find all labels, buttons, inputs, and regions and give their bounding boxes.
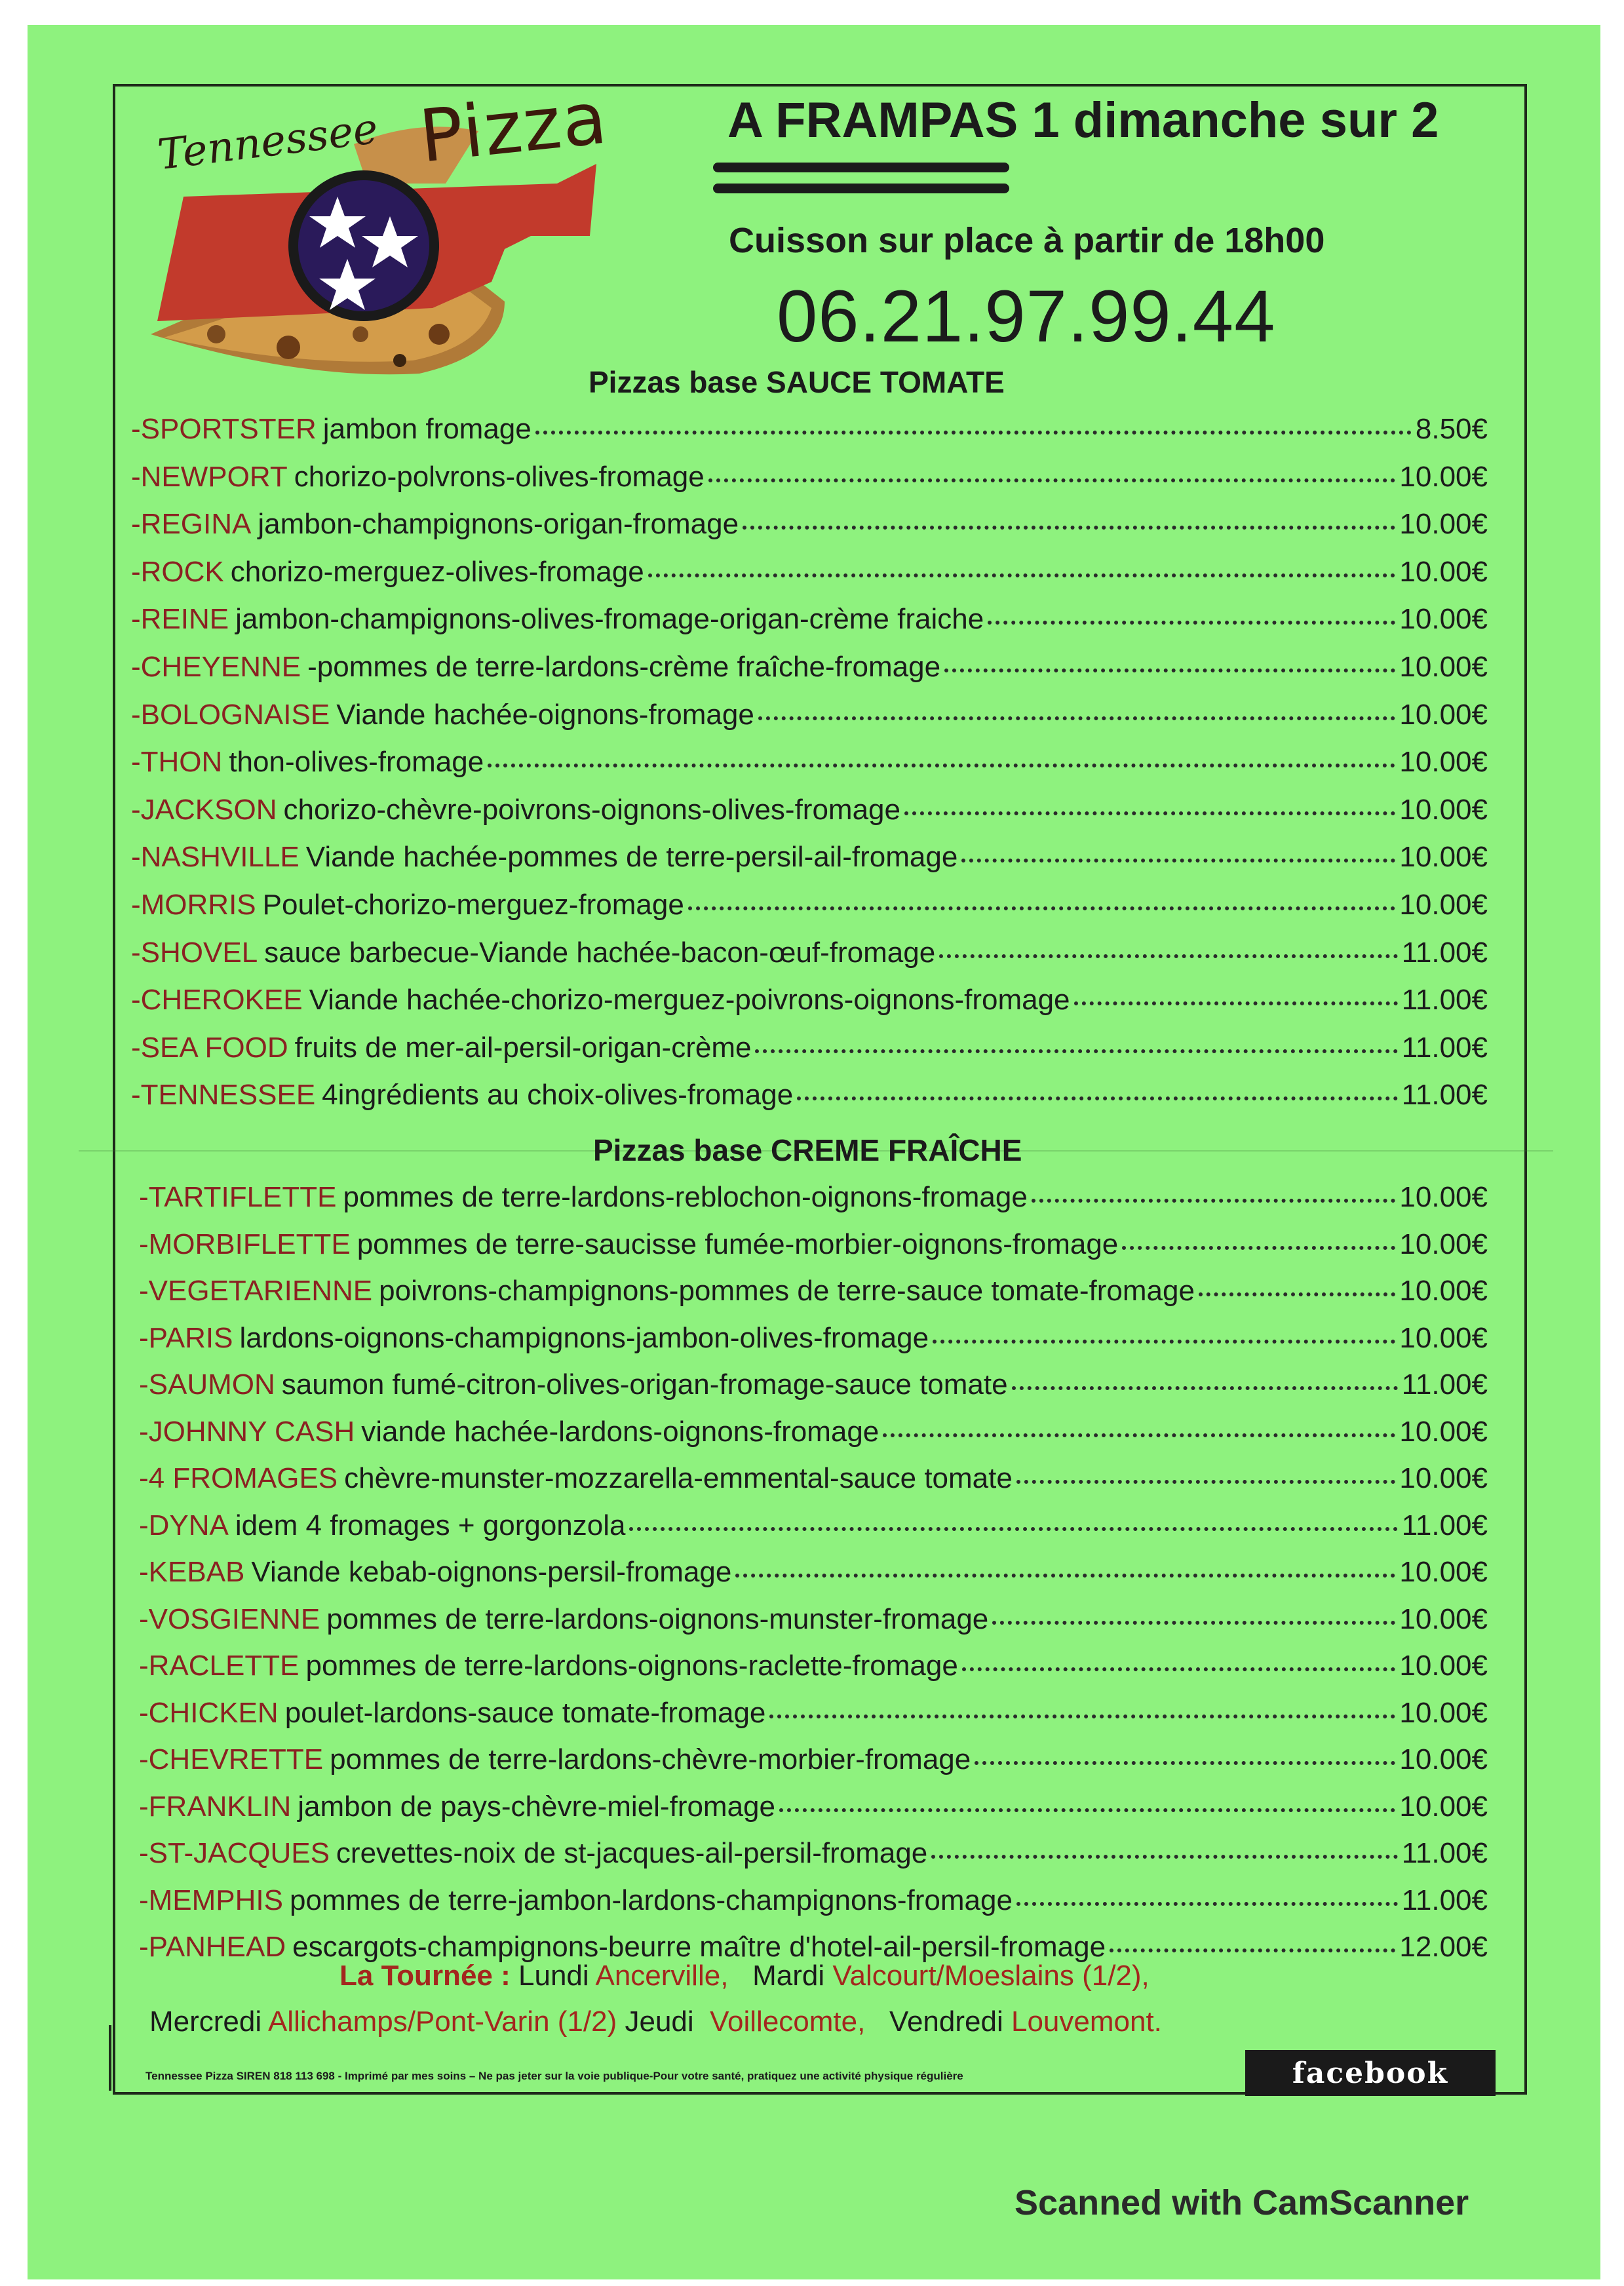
menu-item-price: 11.00€ xyxy=(1401,1884,1488,1916)
menu-item-description: thon-olives-fromage xyxy=(229,746,484,779)
section-title: Pizzas base SAUCE TOMATE xyxy=(589,365,1005,399)
menu-item-description: viande hachée-lardons-oignons-fromage xyxy=(361,1415,880,1448)
menu-item-name: -CHICKEN xyxy=(139,1696,279,1729)
menu-item xyxy=(131,1032,1488,1064)
dot-leader xyxy=(797,1096,1397,1100)
page-title: A FRAMPAS 1 dimanche sur 2 xyxy=(727,92,1439,148)
camscanner-watermark: Scanned with CamScanner xyxy=(1015,2183,1469,2222)
dot-leader xyxy=(688,906,1396,910)
menu-item-name: -CHEYENNE xyxy=(131,651,301,683)
menu-item-price: 10.00€ xyxy=(1399,1743,1488,1775)
dot-leader xyxy=(779,1808,1395,1812)
menu-item-description: chèvre-munster-mozzarella-emmental-sauce tomate xyxy=(344,1462,1013,1494)
dot-leader xyxy=(755,1049,1397,1053)
menu-item xyxy=(131,889,1488,921)
menu-item-name: -CHEROKEE xyxy=(131,984,303,1017)
tour-lundi-place: Ancerville, xyxy=(595,1960,729,1992)
dot-leader xyxy=(1199,1292,1396,1296)
menu-item-description: pommes de terre-jambon-lardons-champignons-fromage xyxy=(290,1884,1013,1916)
menu-item-name: -MORRIS xyxy=(131,889,256,921)
menu-item-name: -TARTIFLETTE xyxy=(139,1181,337,1213)
cooking-info: Cuisson sur place à partir de 18h00 xyxy=(729,221,1325,260)
menu-item-price: 12.00€ xyxy=(1399,1931,1488,1963)
menu-item xyxy=(139,1837,1488,1870)
menu-item xyxy=(139,1368,1488,1401)
menu-item xyxy=(139,1416,1488,1448)
menu-item-name: -4 FROMAGES xyxy=(139,1462,338,1494)
tour-line-1 xyxy=(339,1960,1150,1992)
menu-item-price: 10.00€ xyxy=(1399,841,1488,874)
legal-notice: Tennessee Pizza SIREN 818 113 698 - Imprimé par mes soins – Ne pas jeter sur la voie publique-Pour votre santé, pratiquez une activité physique régulière xyxy=(145,2070,963,2082)
menu-item xyxy=(139,1509,1488,1542)
menu-item-name: -SPORTSTER xyxy=(131,413,317,445)
menu-item-price: 10.00€ xyxy=(1399,1321,1488,1354)
menu-item-price: 10.00€ xyxy=(1399,603,1488,636)
dot-leader xyxy=(1016,1902,1398,1906)
dot-leader xyxy=(488,764,1395,767)
menu-item-name: -SHOVEL xyxy=(131,936,258,969)
menu-item-price: 10.00€ xyxy=(1399,1275,1488,1307)
phone-number: 06.21.97.99.44 xyxy=(777,275,1276,357)
tour-line-2 xyxy=(149,2005,1162,2038)
dot-leader xyxy=(961,859,1395,862)
tour-mardi-place: Valcourt/Moeslains (1/2), xyxy=(832,1960,1150,1992)
menu-item-price: 10.00€ xyxy=(1399,1696,1488,1729)
menu-item xyxy=(139,1697,1488,1730)
menu-item-description: pommes de terre-lardons-reblochon-oignons-fromage xyxy=(343,1181,1028,1213)
menu-item xyxy=(131,461,1488,494)
tour-mercredi: Mercredi xyxy=(149,2005,262,2038)
section-title: Pizzas base CREME FRAÎCHE xyxy=(593,1133,1022,1167)
menu-item-name: -SEA FOOD xyxy=(131,1031,288,1064)
menu-item-description: Poulet-chorizo-merguez-fromage xyxy=(262,889,684,921)
menu-item-name: -FRANKLIN xyxy=(139,1790,292,1823)
dot-leader xyxy=(883,1433,1395,1437)
menu-item-price: 10.00€ xyxy=(1399,793,1488,826)
menu-item-description: jambon fromage xyxy=(322,413,532,445)
menu-item-price: 10.00€ xyxy=(1399,1462,1488,1494)
menu-item xyxy=(139,1931,1488,1964)
menu-item xyxy=(131,699,1488,731)
menu-item-price: 10.00€ xyxy=(1399,651,1488,683)
menu-item-description: sauce barbecue-Viande hachée-bacon-œuf-fromage xyxy=(264,936,936,969)
menu-item xyxy=(131,937,1488,969)
menu-item-price: 11.00€ xyxy=(1401,1368,1488,1401)
menu-item-name: -THON xyxy=(131,746,223,779)
menu-item-description: saumon fumé-citron-olives-origan-fromage-sauce tomate xyxy=(281,1368,1008,1401)
tour-jeudi: Jeudi xyxy=(625,2005,694,2038)
dot-leader xyxy=(1032,1199,1396,1203)
menu-item-price: 10.00€ xyxy=(1399,1556,1488,1588)
dot-leader xyxy=(1122,1246,1395,1250)
dot-leader xyxy=(735,1574,1395,1578)
menu-item-price: 11.00€ xyxy=(1401,936,1488,969)
dot-leader xyxy=(648,573,1396,577)
title-underline-2 xyxy=(713,184,1009,193)
menu-item xyxy=(139,1556,1488,1589)
dot-leader xyxy=(931,1855,1397,1859)
menu-item xyxy=(131,746,1488,779)
dot-leader xyxy=(1110,1948,1395,1952)
menu-item xyxy=(131,603,1488,636)
menu-item-description: pommes de terre-lardons-oignons-munster-fromage xyxy=(326,1602,989,1635)
menu-item-name: -JACKSON xyxy=(131,793,277,826)
menu-item-name: -PARIS xyxy=(139,1321,233,1354)
menu-item xyxy=(131,1079,1488,1112)
menu-item-price: 10.00€ xyxy=(1399,508,1488,541)
menu-item xyxy=(131,508,1488,541)
menu-item-name: -JOHNNY CASH xyxy=(139,1415,355,1448)
menu-item-description: poivrons-champignons-pommes de terre-sauce tomate-fromage xyxy=(379,1275,1195,1307)
menu-item-name: -VEGETARIENNE xyxy=(139,1275,373,1307)
menu-item xyxy=(139,1275,1488,1308)
logo-text-pizza: Pizza xyxy=(416,75,612,179)
menu-item-name: -TENNESSEE xyxy=(131,1079,316,1112)
menu-item-name: -SAUMON xyxy=(139,1368,275,1401)
menu-item-name: -NASHVILLE xyxy=(131,841,300,874)
menu-item-price: 11.00€ xyxy=(1401,1837,1488,1869)
menu-item-description: poulet-lardons-sauce tomate-fromage xyxy=(284,1696,766,1729)
dot-leader xyxy=(975,1761,1395,1765)
logo-text-tennessee: Tennessee xyxy=(155,104,381,180)
menu-item-description: jambon-champignons-origan-fromage xyxy=(258,508,739,541)
tour-vendredi: Vendredi xyxy=(889,2005,1003,2038)
menu-item-description: pommes de terre-lardons-chèvre-morbier-fromage xyxy=(330,1743,971,1775)
menu-item xyxy=(131,413,1488,446)
tennessee-pizza-logo xyxy=(138,75,636,393)
menu-item-description: crevettes-noix de st-jacques-ail-persil-fromage xyxy=(336,1837,928,1869)
menu-item-price: 10.00€ xyxy=(1399,1415,1488,1448)
menu-item-price: 10.00€ xyxy=(1399,1790,1488,1823)
menu-item-description: fruits de mer-ail-persil-origan-crème xyxy=(294,1031,752,1064)
menu-item-name: -PANHEAD xyxy=(139,1931,286,1963)
menu-item xyxy=(131,556,1488,589)
menu-item xyxy=(139,1650,1488,1682)
menu-item-name: -BOLOGNAISE xyxy=(131,698,330,731)
menu-item-description: escargots-champignons-beurre maître d'hotel-ail-persil-fromage xyxy=(292,1931,1106,1963)
menu-item-name: -MEMPHIS xyxy=(139,1884,283,1916)
menu-item xyxy=(139,1791,1488,1823)
dot-leader xyxy=(769,1714,1395,1718)
menu-item-price: 10.00€ xyxy=(1399,555,1488,588)
menu-item xyxy=(139,1181,1488,1214)
menu-item-price: 10.00€ xyxy=(1399,1228,1488,1260)
menu-item xyxy=(131,794,1488,826)
dot-leader xyxy=(535,431,1412,435)
menu-item-description: chorizo-chèvre-poivrons-oignons-olives-fromage xyxy=(283,793,900,826)
menu-item-price: 10.00€ xyxy=(1399,746,1488,779)
menu-item xyxy=(139,1603,1488,1636)
menu-item xyxy=(139,1884,1488,1917)
menu-item-price: 11.00€ xyxy=(1401,1031,1488,1064)
menu-item-price: 10.00€ xyxy=(1399,1181,1488,1213)
menu-item-description: Viande hachée-chorizo-merguez-poivrons-oignons-fromage xyxy=(309,984,1070,1017)
menu-item-description: jambon de pays-chèvre-miel-fromage xyxy=(298,1790,775,1823)
menu-item-description: jambon-champignons-olives-fromage-origan-crème fraiche xyxy=(235,603,984,636)
menu-item-price: 10.00€ xyxy=(1399,698,1488,731)
menu-item xyxy=(139,1322,1488,1355)
title-underline-1 xyxy=(713,163,1009,172)
menu-item-description: pommes de terre-lardons-oignons-raclette-fromage xyxy=(305,1650,958,1682)
dot-leader xyxy=(629,1527,1397,1531)
menu-item-name: -REINE xyxy=(131,603,229,636)
menu-item-name: -MORBIFLETTE xyxy=(139,1228,351,1260)
dot-leader xyxy=(758,716,1396,720)
menu-item-description: pommes de terre-saucisse fumée-morbier-oignons-fromage xyxy=(357,1228,1119,1260)
menu-item-description: Viande kebab-oignons-persil-fromage xyxy=(251,1556,732,1588)
menu-item-name: -NEWPORT xyxy=(131,460,288,493)
menu-item-price: 11.00€ xyxy=(1401,984,1488,1017)
menu-item-name: -VOSGIENNE xyxy=(139,1602,320,1635)
menu-item xyxy=(131,651,1488,684)
menu-item-description: -pommes de terre-lardons-crème fraîche-fromage xyxy=(307,651,941,683)
menu-item-name: -ROCK xyxy=(131,555,224,588)
menu-item-description: Viande hachée-pommes de terre-persil-ail-fromage xyxy=(305,841,958,874)
facebook-badge[interactable]: facebook xyxy=(1245,2050,1496,2096)
menu-item-name: -REGINA xyxy=(131,508,252,541)
dot-leader xyxy=(904,811,1395,815)
dot-leader xyxy=(1074,1001,1398,1005)
menu-item-description: chorizo-polvrons-olives-fromage xyxy=(294,460,705,493)
dot-leader xyxy=(944,668,1395,672)
menu-item xyxy=(139,1743,1488,1776)
menu-item-name: -KEBAB xyxy=(139,1556,245,1588)
menu-item-price: 11.00€ xyxy=(1401,1079,1488,1112)
menu-item-description: lardons-oignons-champignons-jambon-olives-fromage xyxy=(239,1321,929,1354)
dot-leader xyxy=(988,621,1395,625)
tour-label: La Tournée : xyxy=(339,1960,511,1992)
menu-item-price: 10.00€ xyxy=(1399,460,1488,493)
dot-leader xyxy=(933,1340,1395,1344)
menu-item-price: 10.00€ xyxy=(1399,889,1488,921)
dot-leader xyxy=(708,478,1396,482)
menu-item-price: 10.00€ xyxy=(1399,1650,1488,1682)
menu-item-price: 10.00€ xyxy=(1399,1602,1488,1635)
tour-jeudi-place: Voillecomte, xyxy=(710,2005,866,2038)
tour-lundi: Lundi xyxy=(518,1960,589,1992)
menu-item-description: 4ingrédients au choix-olives-fromage xyxy=(322,1079,794,1112)
border-notch xyxy=(109,2025,111,2091)
menu-item-price: 11.00€ xyxy=(1401,1509,1488,1541)
menu-item xyxy=(131,841,1488,874)
menu-item xyxy=(139,1462,1488,1495)
dot-leader xyxy=(743,526,1395,530)
menu-item xyxy=(131,984,1488,1017)
menu-item-name: -RACLETTE xyxy=(139,1650,300,1682)
menu-item xyxy=(139,1228,1488,1261)
dot-leader xyxy=(1012,1386,1398,1390)
menu-item-name: -CHEVRETTE xyxy=(139,1743,324,1775)
dot-leader xyxy=(992,1621,1395,1625)
menu-item-price: 8.50€ xyxy=(1415,413,1488,445)
dot-leader xyxy=(962,1667,1396,1671)
menu-item-description: Viande hachée-oignons-fromage xyxy=(336,698,754,731)
menu-item-name: -DYNA xyxy=(139,1509,229,1541)
tour-mardi: Mardi xyxy=(752,1960,825,1992)
menu-item-name: -ST-JACQUES xyxy=(139,1837,330,1869)
dot-leader xyxy=(939,954,1397,958)
tour-vendredi-place: Louvemont. xyxy=(1011,2005,1162,2038)
dot-leader xyxy=(1016,1480,1396,1484)
menu-item-description: chorizo-merguez-olives-fromage xyxy=(230,555,644,588)
tour-mercredi-place: Allichamps/Pont-Varin (1/2) xyxy=(267,2005,617,2038)
menu-item-description: idem 4 fromages + gorgonzola xyxy=(235,1509,626,1541)
